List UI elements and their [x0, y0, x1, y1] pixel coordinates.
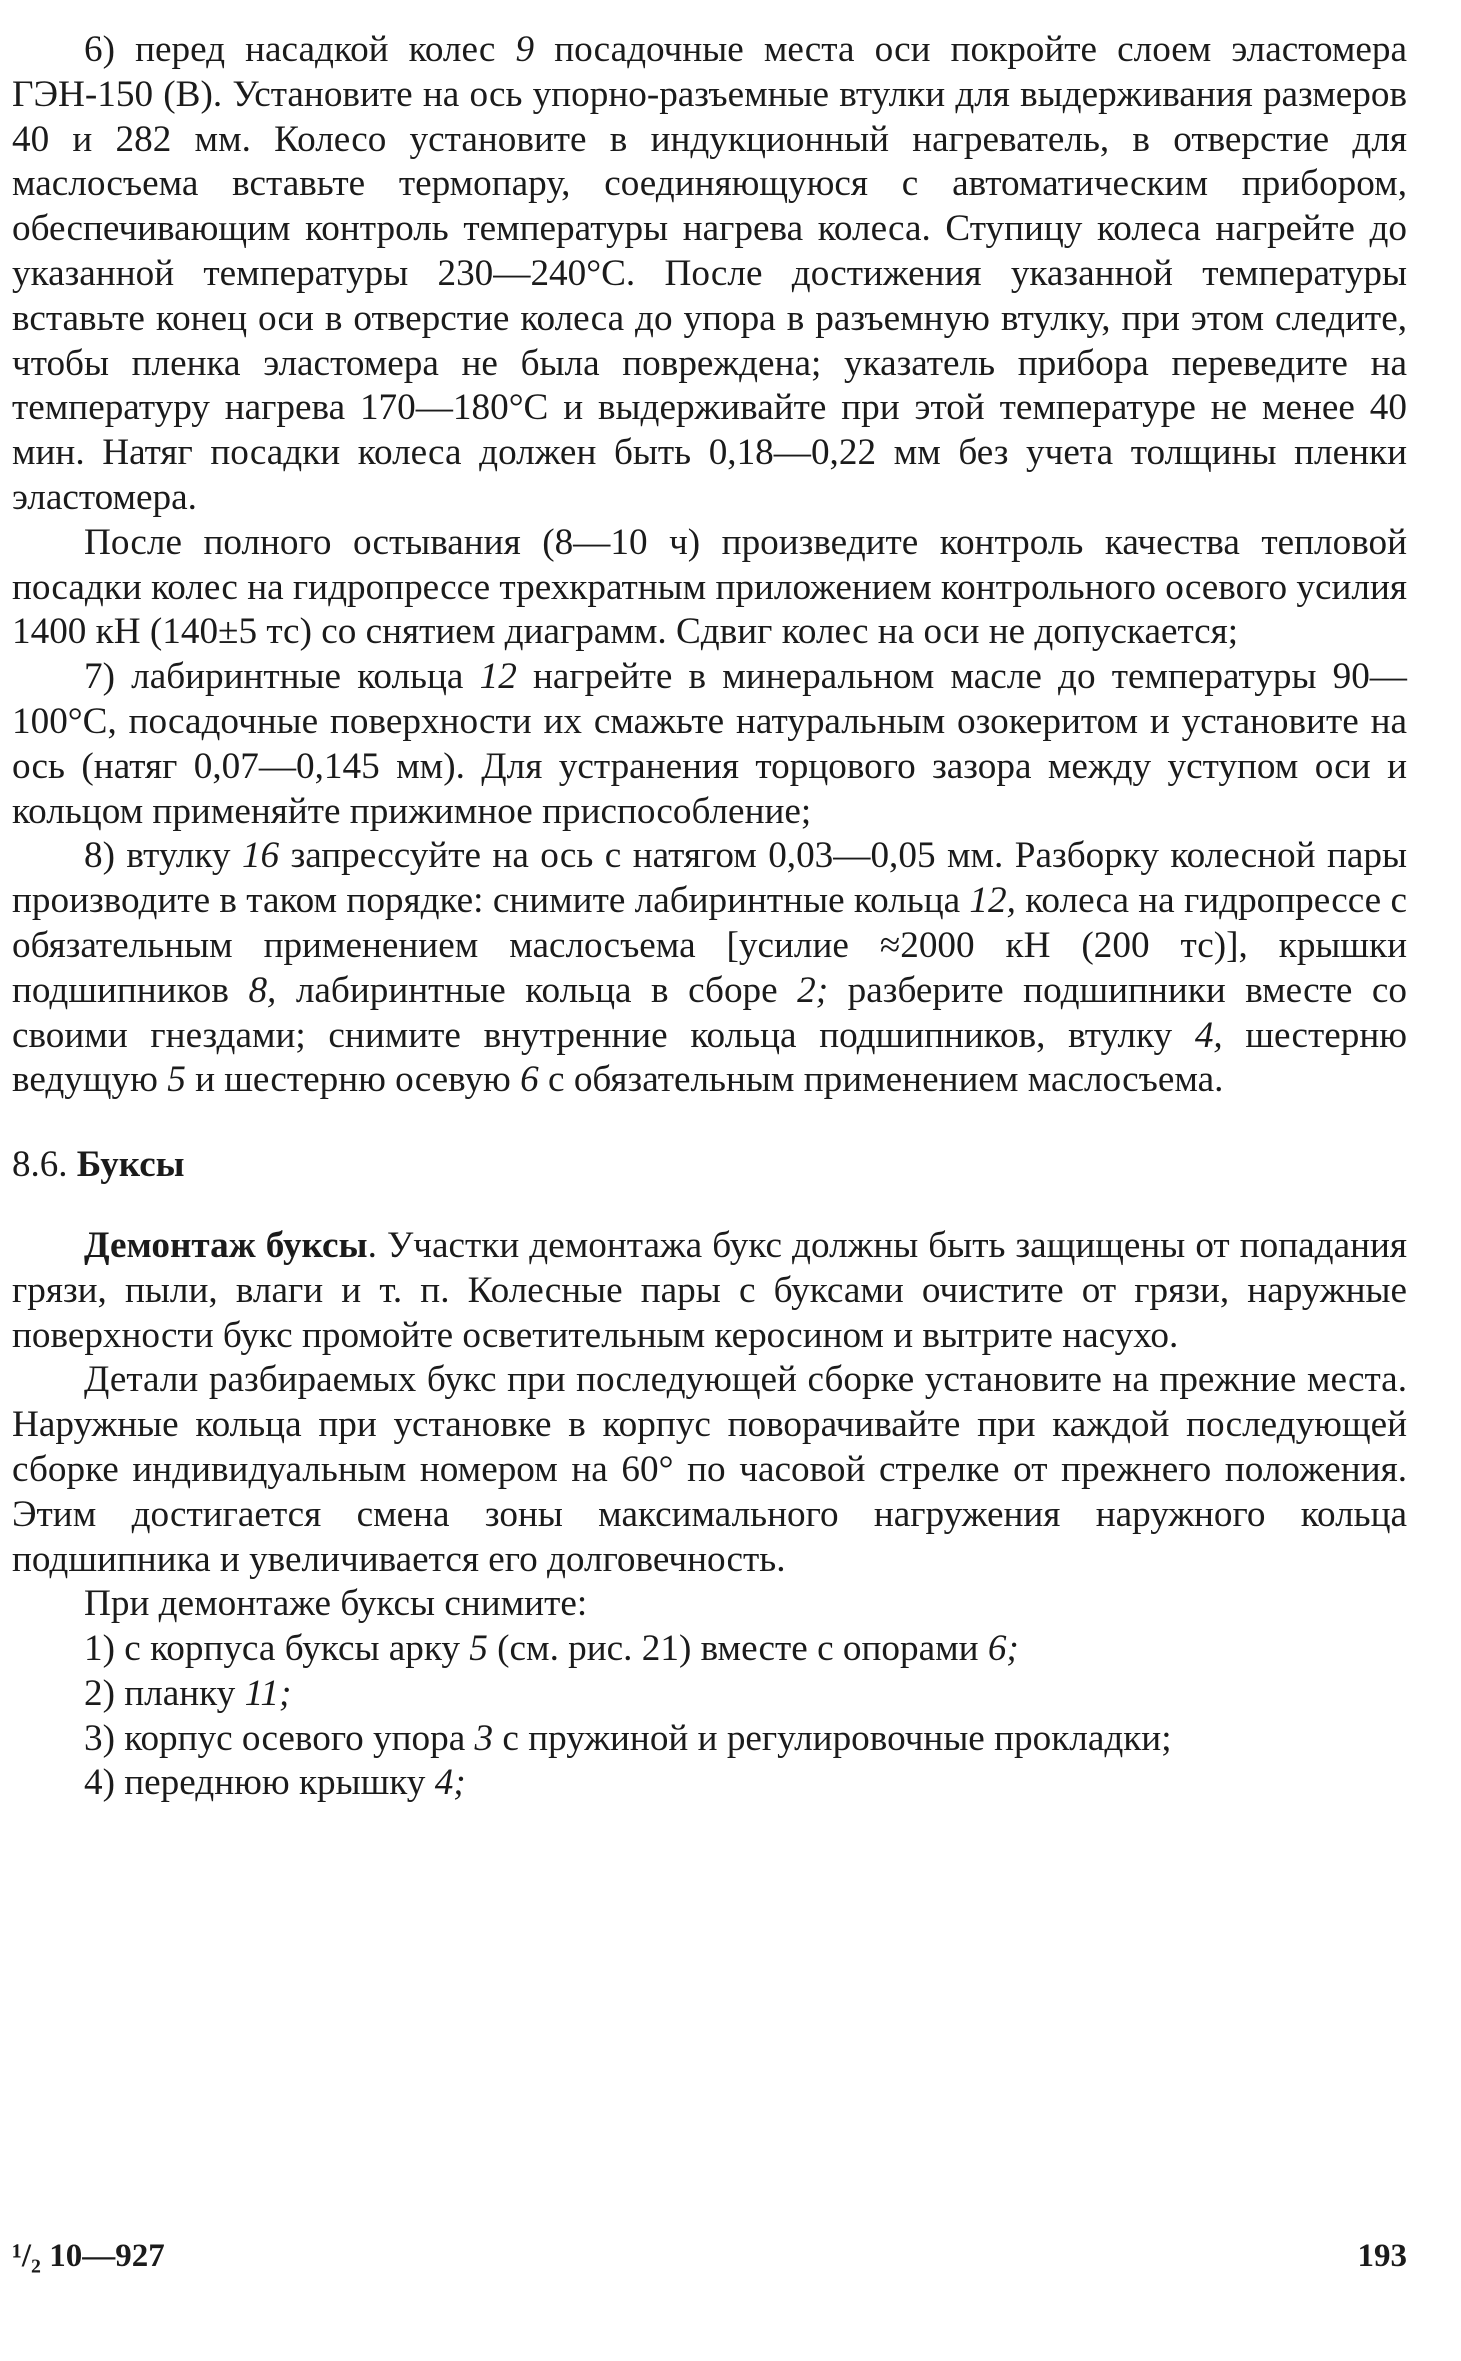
text: 6) перед насадкой колес [84, 29, 516, 70]
text: 8) втулку [84, 835, 242, 877]
list-item-1 [12, 1627, 1407, 1672]
ref-number: 6; [987, 1628, 1019, 1670]
paragraph-remove-intro [12, 1582, 1407, 1627]
ref-number: 12, [969, 880, 1016, 922]
text: 3) корпус осевого упора [84, 1717, 475, 1759]
section-number: 8.6. [12, 1144, 68, 1186]
paragraph-cooling-control [12, 521, 1407, 655]
list-item-4 [12, 1761, 1407, 1806]
paragraph-step-6 [12, 28, 1407, 521]
list-item-2 [12, 1672, 1407, 1717]
list-item-3 [12, 1717, 1407, 1762]
section-heading [12, 1143, 1407, 1188]
text: Детали разбираемых букс при последующей сборке установите на прежние места. Наружные кольца при установке в корпус поворачивайте при каждой последующей сборке индивидуальным номером на 60° по часовой стрелке от прежнего положения. Этим достигается смена зоны максимального нагружения наружного кольца подшипника и увеличивается его долговечность. [12, 1359, 1407, 1580]
ref-number: 3 [474, 1717, 494, 1759]
paragraph-step-7 [12, 655, 1407, 834]
ref-number: 2; [797, 969, 829, 1011]
text: (см. рис. 21) вместе с опорами [487, 1628, 988, 1670]
text: лабиринтные кольца в сборе [276, 969, 798, 1011]
text: нагрейте в минеральном масле до температуры 90—100°С, посадочные поверхности их смажьте натуральным озокеритом и установите на ось (натяг 0,07—0,145 мм). Для устранения торцового зазора между уступом оси и кольцом применяйте прижимное приспособление; [12, 656, 1407, 832]
ref-number: 5 [469, 1628, 488, 1670]
ref-number: 8, [248, 969, 277, 1011]
ref-number: 12 [479, 656, 517, 698]
text: После полного остывания (8—10 ч) произведите контроль качества тепловой посадки колес на гидропрессе трехкратным приложением контрольного осевого усилия 1400 кН (140±5 тс) со снятием диаграмм. Сдвиг колес на оси не допускается; [12, 521, 1407, 653]
text: шестерню ведущую [12, 1014, 1408, 1101]
ref-number: 6 [520, 1059, 539, 1101]
text: 7) лабиринтные кольца [84, 656, 480, 698]
signature-mark: ¹/₂ 10—927 [12, 2238, 165, 2274]
ref-number: 11; [244, 1672, 292, 1714]
text: запрессуйте на ось с натягом 0,03—0,05 мм. Разборку колесной пары производите в таком порядке: снимите лабиринтные кольца [12, 835, 1407, 922]
page-number: 193 [1357, 2238, 1407, 2274]
text: с обязательным применением маслосъема. [538, 1059, 1224, 1101]
run-in-heading: Демонтаж буксы [84, 1224, 368, 1266]
paragraph-dismount [12, 1224, 1407, 1358]
text: 2) планку [84, 1672, 245, 1714]
ref-number: 5 [167, 1059, 186, 1101]
text: 1) с корпуса буксы арку [84, 1628, 470, 1670]
text: При демонтаже буксы снимите: [84, 1583, 588, 1625]
ref-number: 9 [515, 29, 535, 70]
page-body [12, 28, 1407, 1806]
text: и шестерню осевую [185, 1059, 521, 1101]
text: . Участки демонтажа букс должны быть защищены от попадания грязи, пыли, влаги и т. п. Колесные пары с буксами очистите от грязи, наружные поверхности букс промойте осветительным керосином и вытрите насухо. [12, 1224, 1407, 1356]
paragraph-step-8 [12, 834, 1407, 1103]
section-title: Буксы [76, 1144, 185, 1186]
ref-number: 16 [241, 835, 280, 877]
ref-number: 4; [434, 1762, 466, 1804]
ref-number: 4, [1194, 1014, 1223, 1056]
text: разберите подшипники вместе со своими гнездами; снимите внутренние кольца подшипников, втулку [12, 969, 1407, 1056]
text: с пружиной и регулировочные прокладки; [493, 1717, 1172, 1759]
text: посадочные места оси покройте слоем эластомера ГЭН-150 (В). Установите на ось упорно-разъемные втулки для выдерживания размеров 40 и 282 мм. Колесо установите в индукционный нагреватель, в отверстие для маслосъема вставьте термопару, соединяющуюся с автоматическим прибором, обеспечивающим контроль температуры нагрева колеса. Ступицу колеса нагрейте до указанной температуры 230—240°С. После достижения указанной температуры вставьте конец оси в отверстие колеса до упора в разъемную втулку, при этом следите, чтобы пленка эластомера не была повреждена; указатель прибора переведите на температуру нагрева 170—180°С и выдерживайте при этой температуре не менее 40 мин. Натяг посадки колеса должен быть 0,18—0,22 мм без учета толщины пленки эластомера. [12, 29, 1408, 518]
text: колеса на гидропрессе с обязательным применением маслосъема [усилие ≈2000 кН (200 тс)], крышки подшипников [12, 880, 1407, 1011]
text: 4) переднюю крышку [84, 1762, 435, 1804]
paragraph-parts [12, 1358, 1407, 1582]
